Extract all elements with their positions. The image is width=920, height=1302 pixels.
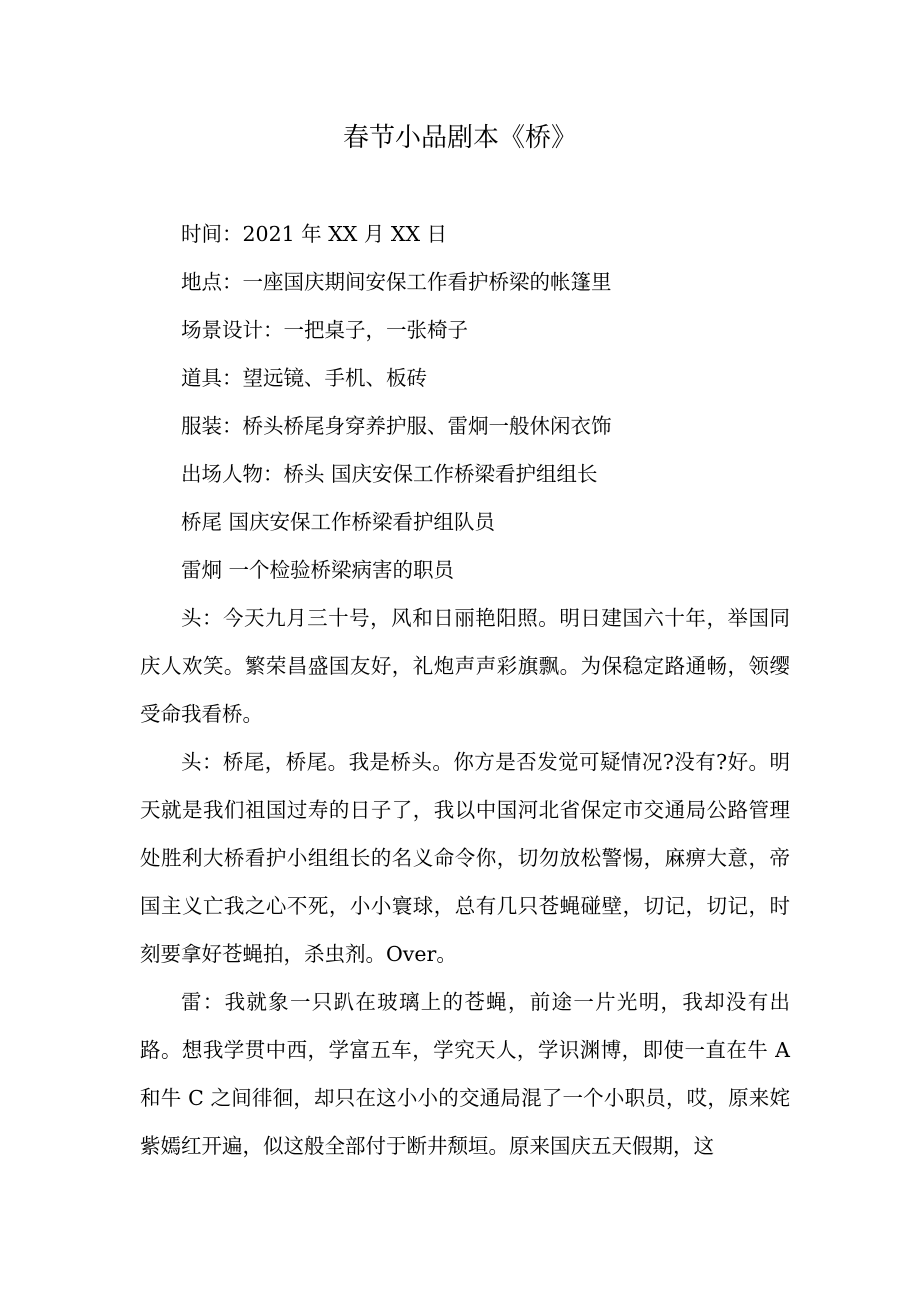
meta-time: 时间：2021 年 XX 月 XX 日 xyxy=(181,222,448,246)
dialogue-paragraph: 头：今天九月三十号，风和日丽艳阳照。明日建国六十年，举国同庆人欢笑。繁荣昌盛国友好，礼炮声声彩旗飘。为保稳定路通畅，领缨受命我看桥。 xyxy=(140,606,790,726)
document-title: 春节小品剧本《桥》 xyxy=(342,123,577,153)
meta-cast-leijiong: 雷炯 一个检验桥梁病害的职员 xyxy=(181,558,455,582)
document-body xyxy=(140,210,790,1170)
dialogue-paragraph: 雷：我就象一只趴在玻璃上的苍蝇，前途一片光明，我却没有出路。想我学贯中西，学富五车，学究天人，学识渊博，即使一直在牛 A 和牛 C 之间徘徊，却只在这小小的交通局混了一个小职员，哎，原来姹紫嫣红开遍，似这般全部付于断井颓垣。原来国庆五天假期，这 xyxy=(140,990,790,1158)
dialogue-paragraph: 头：桥尾，桥尾。我是桥头。你方是否发觉可疑情况?没有?好。明天就是我们祖国过寿的日子了，我以中国河北省保定市交通局公路管理处胜利大桥看护小组组长的名义命令你，切勿放松警惕，麻痹大意，帝国主义亡我之心不死，小小寰球，总有几只苍蝇碰壁，切记，切记，时刻要拿好苍蝇拍，杀虫剂。Over。 xyxy=(140,750,790,966)
script-meta xyxy=(140,210,790,594)
meta-location: 地点：一座国庆期间安保工作看护桥梁的帐篷里 xyxy=(181,270,612,294)
meta-props: 道具：望远镜、手机、板砖 xyxy=(181,366,427,390)
meta-scene: 场景设计：一把桌子，一张椅子 xyxy=(181,318,468,342)
meta-cast-qiaotou: 出场人物：桥头 国庆安保工作桥梁看护组组长 xyxy=(181,462,598,486)
meta-cast-qiaowei: 桥尾 国庆安保工作桥梁看护组队员 xyxy=(181,510,496,534)
meta-costume: 服装：桥头桥尾身穿养护服、雷炯一般休闲衣饰 xyxy=(181,414,612,438)
